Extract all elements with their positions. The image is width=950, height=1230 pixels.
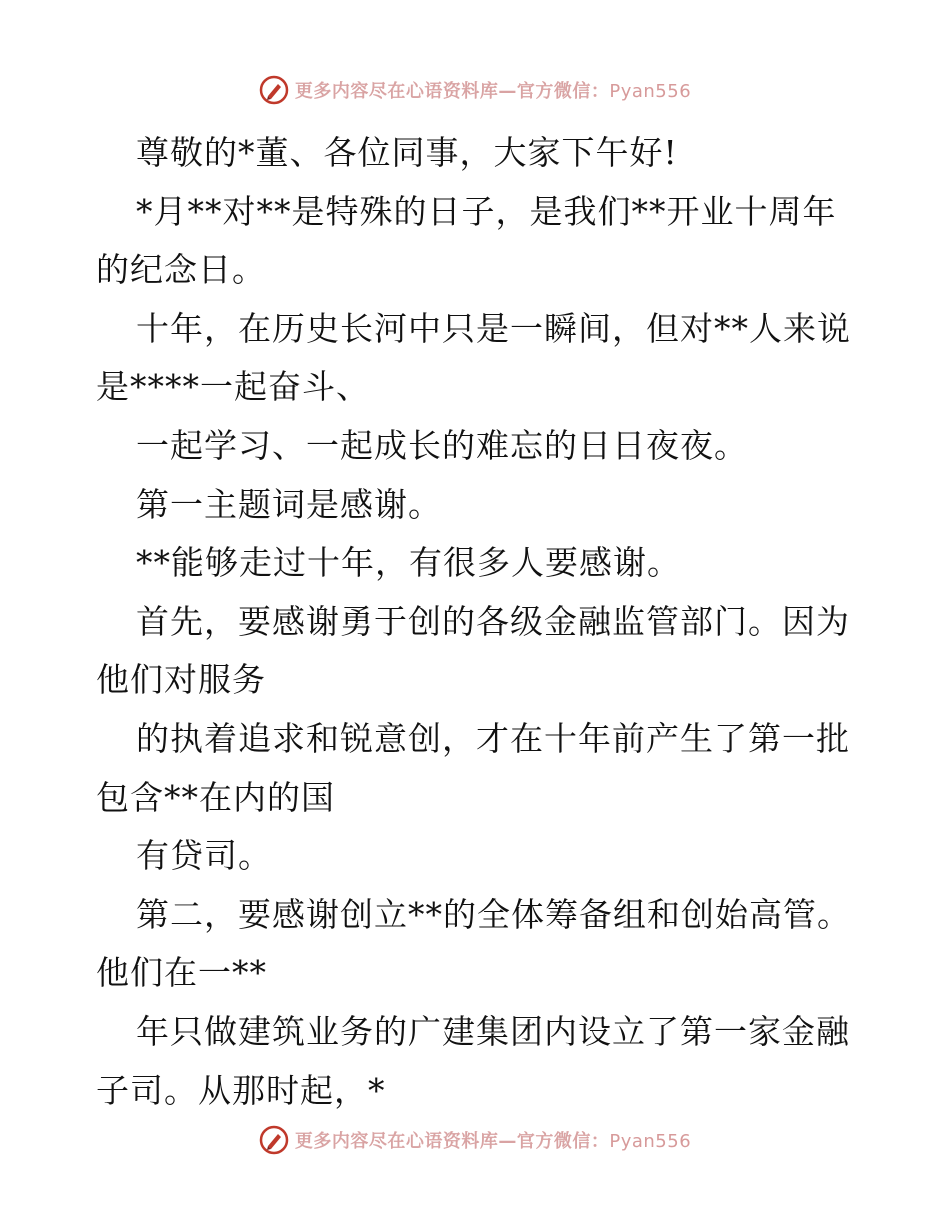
document-body xyxy=(96,124,876,1120)
text-line: 年只做建筑业务的广建集团内设立了第一家金融 xyxy=(136,1011,850,1051)
text-line: 包含**在内的国 xyxy=(96,777,335,817)
text-line: 有贷司。 xyxy=(136,836,272,876)
pen-logo-icon xyxy=(259,75,289,105)
text-line: 尊敬的*董、各位同事，大家下午好! xyxy=(136,133,678,172)
text-line: 子司。从那时起，* xyxy=(96,1070,386,1110)
footer-watermark xyxy=(0,1122,950,1158)
pen-logo-icon xyxy=(259,1125,289,1155)
text-line: 的执着追求和锐意创，才在十年前产生了第一批 xyxy=(136,718,850,758)
watermark-text: 更多内容尽在心语资料库—官方微信：Pyan556 xyxy=(294,81,692,102)
text-line: 第二，要感谢创立**的全体筹备组和创始高管。 xyxy=(136,894,851,934)
text-line: 十年，在历史长河中只是一瞬间，但对**人来说 xyxy=(136,308,851,348)
text-line: 他们对服务 xyxy=(96,660,266,700)
watermark-text: 更多内容尽在心语资料库—官方微信：Pyan556 xyxy=(294,1131,692,1152)
text-line: 他们在一** xyxy=(96,953,267,993)
text-line: 的纪念日。 xyxy=(96,250,266,290)
header-watermark xyxy=(0,72,950,108)
text-line: 第一主题词是感谢。 xyxy=(136,484,442,524)
text-line: 是****一起奋斗、 xyxy=(96,367,370,407)
text-line: **能够走过十年，有很多人要感谢。 xyxy=(136,543,681,583)
text-line: 一起学习、一起成长的难忘的日日夜夜。 xyxy=(136,425,748,465)
text-line: 首先，要感谢勇于创的各级金融监管部门。因为 xyxy=(136,601,850,641)
text-line: *月**对**是特殊的日子，是我们**开业十周年 xyxy=(136,191,837,231)
